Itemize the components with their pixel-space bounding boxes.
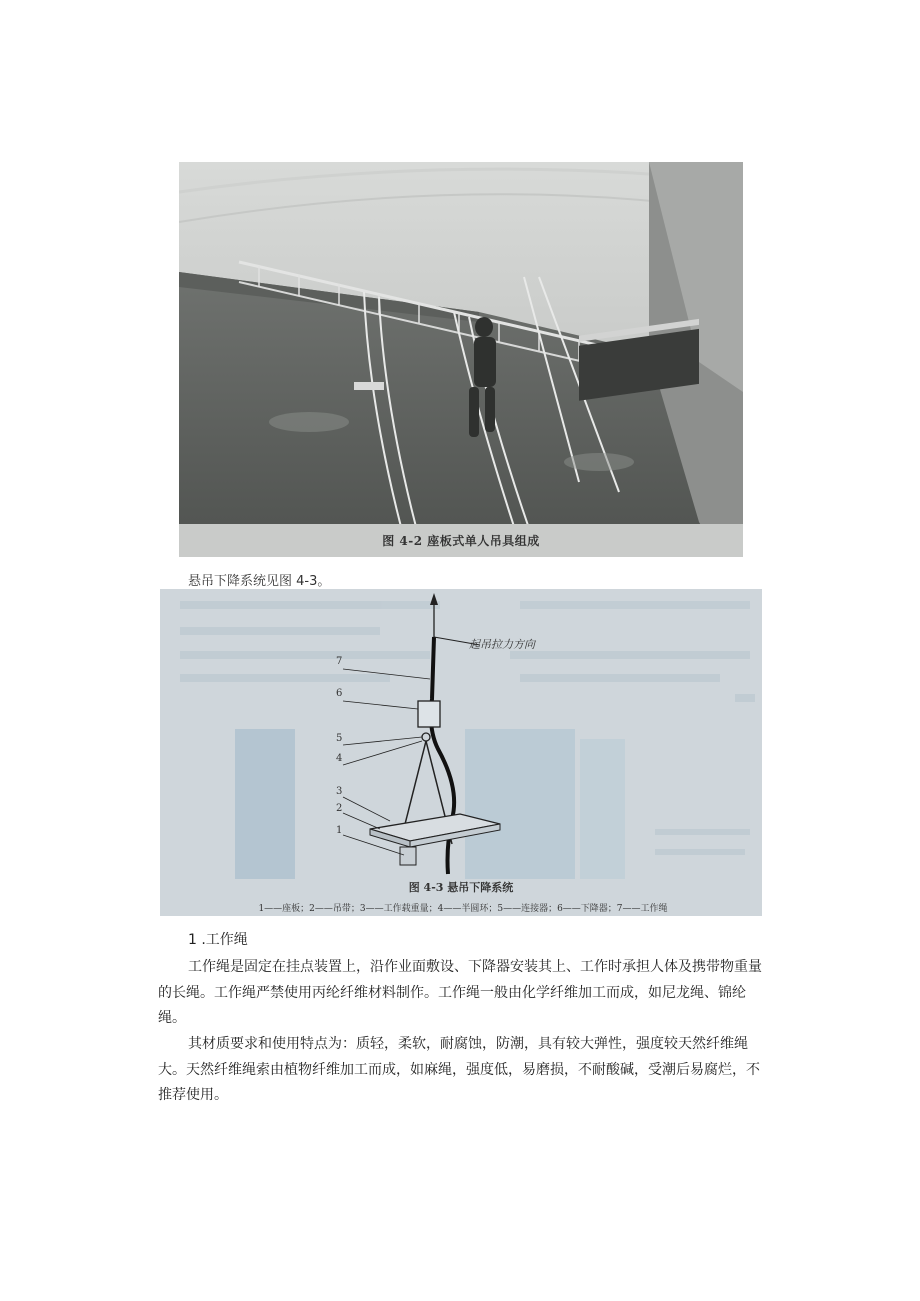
suspension-descent-system-drawing bbox=[160, 589, 762, 916]
figure-4-2-caption: 图 4-2 座板式单人吊具组成 bbox=[382, 533, 540, 548]
paragraph-material-requirements: 其材质要求和使用特点为：质轻，柔软，耐腐蚀，防潮，具有较大弹性，强度较天然纤维绳大。天然纤维绳索由植物纤维加工而成，如麻绳，强度低，易磨损，不耐酸碱，受潮后易腐烂，不推荐使用。 bbox=[158, 1036, 760, 1103]
part-number-2: 2 bbox=[336, 803, 343, 814]
figure-4-2-photo bbox=[179, 162, 743, 557]
part-number-6: 6 bbox=[336, 688, 343, 699]
facade-scene-illustration bbox=[179, 162, 743, 557]
figure-4-3-caption: 图 4-3 悬吊下降系统 bbox=[408, 881, 514, 894]
figure-4-3-legend: 1——座板；2——吊带；3——工作载重量；4——半圆环；5——连接器；6——下降器；7——工作绳 bbox=[258, 904, 668, 914]
part-number-1: 1 bbox=[336, 825, 343, 836]
part-number-5: 5 bbox=[336, 733, 343, 744]
paragraph-working-rope-definition: 工作绳是固定在挂点装置上，沿作业面敷设、下降器安装其上、工作时承担人体及携带物重量的长绳。工作绳严禁使用丙纶纤维材料制作。工作绳一般由化学纤维加工而成，如尼龙绳、锦纶绳。 bbox=[158, 959, 762, 1026]
figure-4-3-diagram bbox=[160, 589, 762, 916]
section-heading: 1 .工作绳 bbox=[188, 932, 248, 948]
part-number-3: 3 bbox=[336, 786, 343, 797]
figure-reference-text: 悬吊下降系统见图 4-3。 bbox=[188, 574, 331, 589]
part-number-7: 7 bbox=[336, 656, 343, 667]
part-number-4: 4 bbox=[336, 753, 343, 764]
tension-direction-label: 起吊拉力方向 bbox=[469, 638, 535, 651]
